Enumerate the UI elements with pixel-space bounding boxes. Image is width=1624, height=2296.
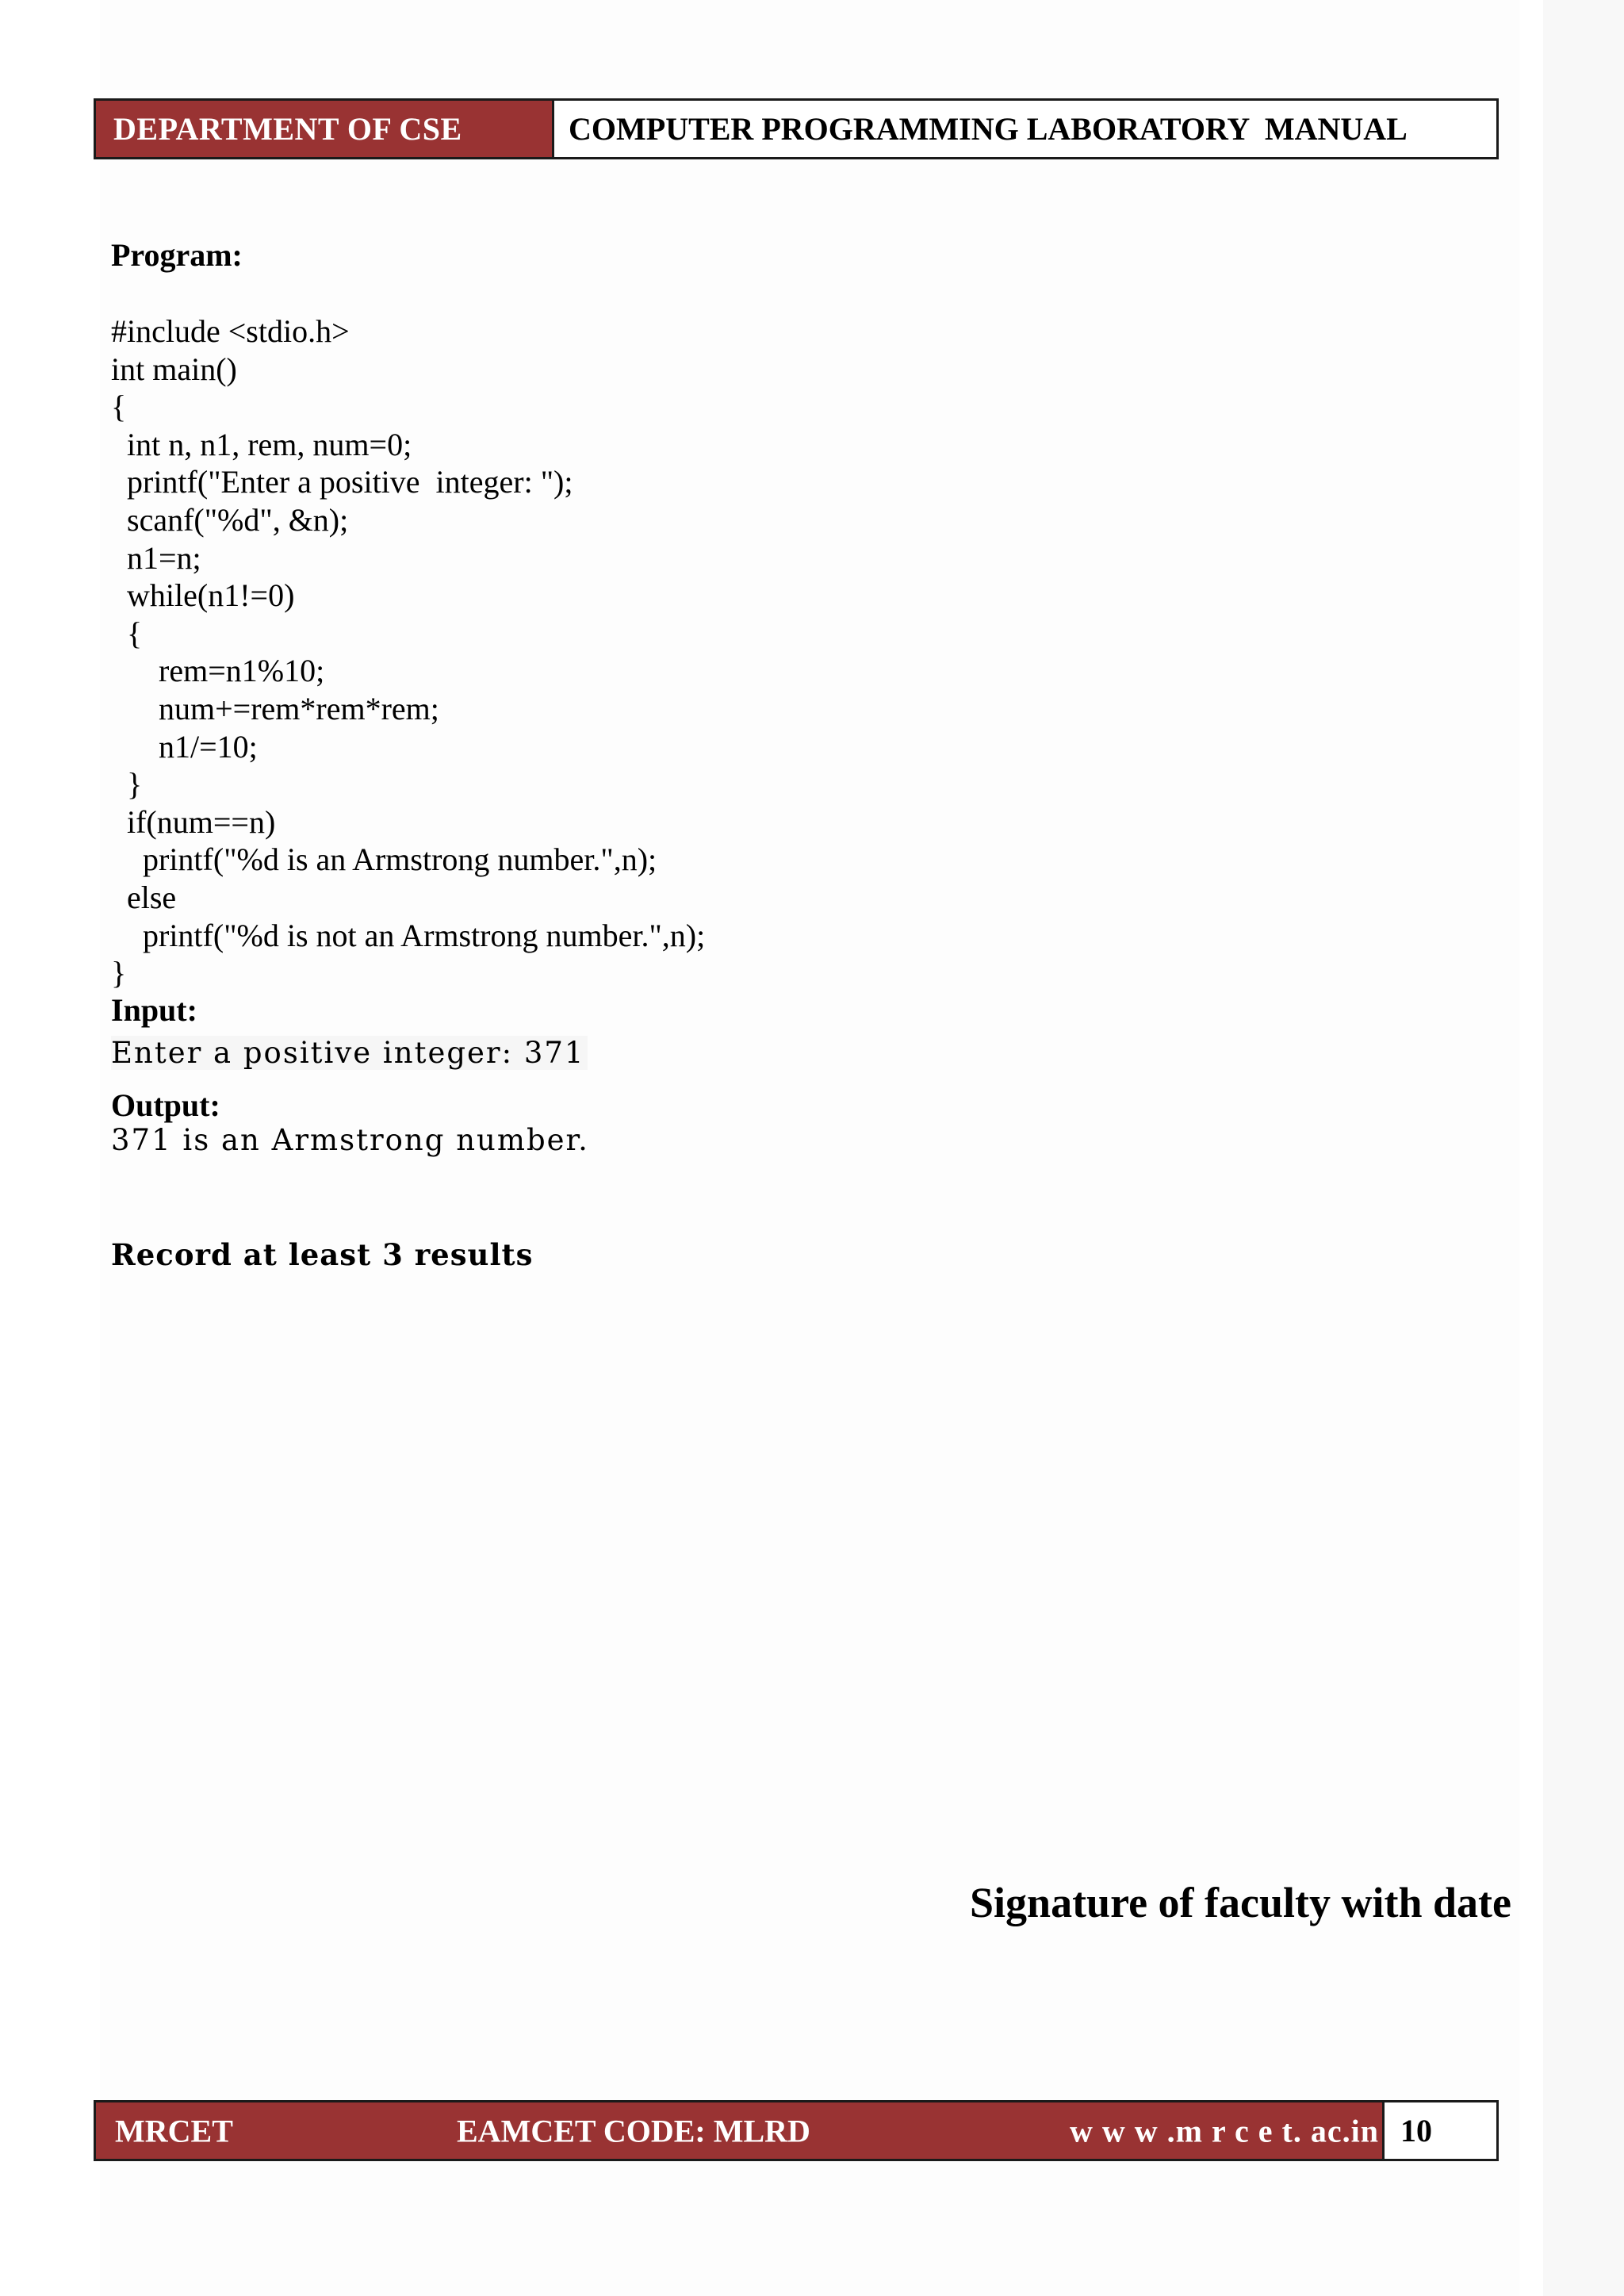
output-heading: Output: — [111, 1087, 220, 1123]
page-footer — [94, 2100, 1499, 2161]
page-header — [94, 98, 1499, 159]
department-label: DEPARTMENT OF CSE — [96, 101, 554, 157]
input-heading: Input: — [111, 992, 197, 1028]
record-note: Record at least 3 results — [111, 1237, 534, 1272]
website-address: w w w .m r c e t. ac.in — [1070, 2113, 1379, 2148]
page-margin-strip — [1543, 0, 1624, 2296]
signature-label: Signature of faculty with date — [970, 1879, 1511, 1926]
program-heading: Program: — [111, 237, 243, 273]
manual-title: COMPUTER PROGRAMMING LABORATORY MANUAL — [569, 111, 1408, 147]
footer-band — [96, 2102, 1385, 2159]
eamcet-code: EAMCET CODE: MLRD — [457, 2113, 810, 2148]
input-text: Enter a positive integer: 371 — [111, 1036, 588, 1070]
output-text: 371 is an Armstrong number. — [111, 1123, 589, 1157]
college-name: MRCET — [115, 2113, 233, 2148]
page-number: 10 — [1400, 2113, 1432, 2148]
program-code: #include <stdio.h> int main() { int n, n1, rem, num=0; printf("Enter a positive integer: "); scanf("%d", &n); n1=n; while(n1!=0) { rem=n1%10; num+=rem*rem*rem; n1/=10; } if(num==n) printf("%d is an Armstrong number.",n); else printf("%d is not an Armstrong number.",n); } — [111, 313, 706, 991]
